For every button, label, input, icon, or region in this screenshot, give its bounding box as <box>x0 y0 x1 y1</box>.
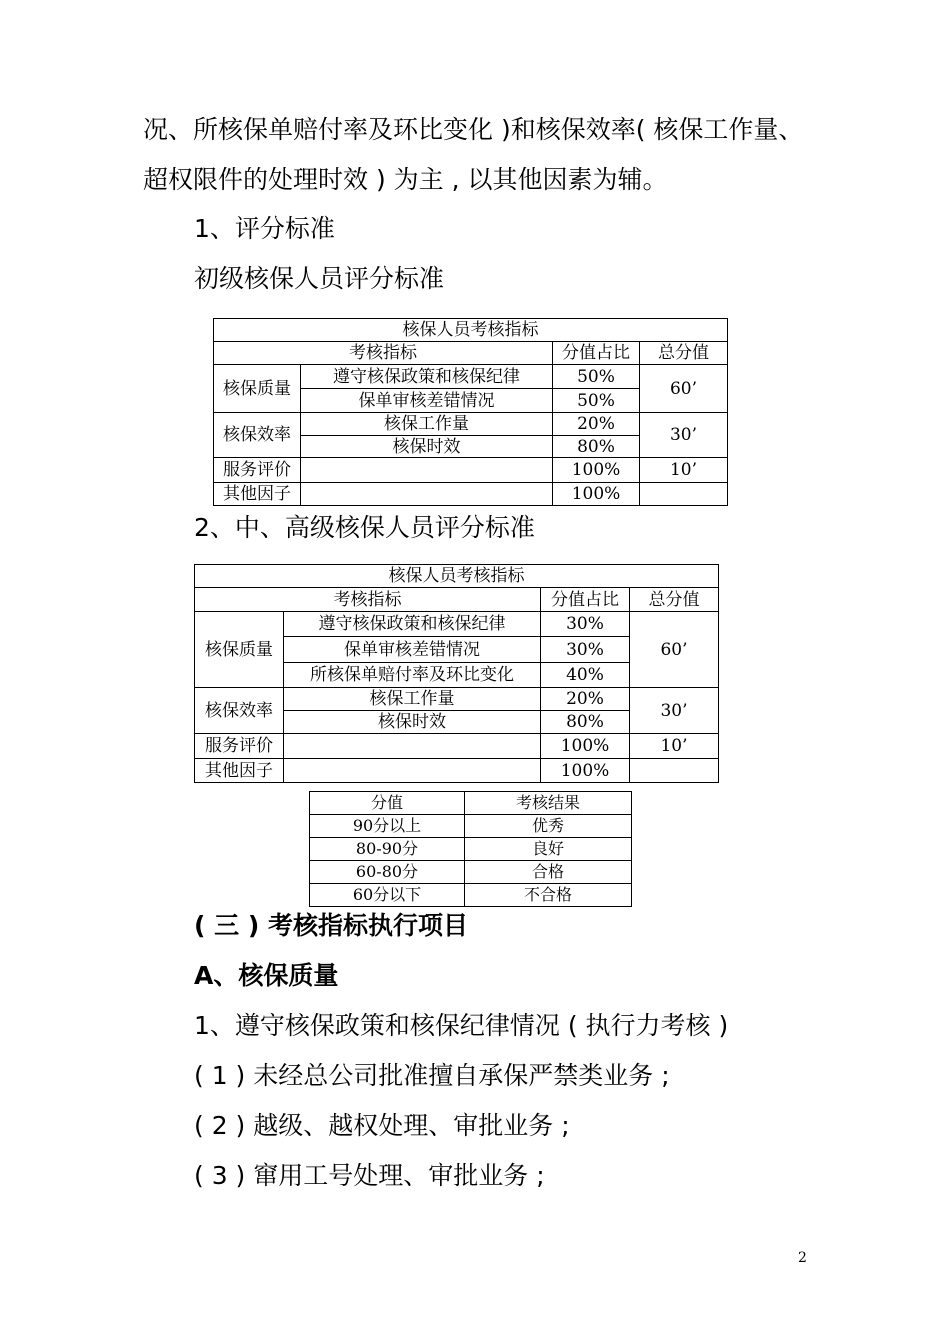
indicator-cell-empty <box>284 759 541 783</box>
score-range: 60分以下 <box>310 884 465 907</box>
total-cell: 30’ <box>630 688 719 734</box>
point-3: ( 3 ) 窜用工号处理、审批业务 ; <box>194 1161 545 1190</box>
item-1-heading: 1、遵守核保政策和核保纪律情况 ( 执行力考核 ) <box>194 1011 729 1040</box>
header-weight: 分值占比 <box>541 588 630 612</box>
weight-cell: 50% <box>553 365 640 389</box>
indicator-cell: 保单审核差错情况 <box>301 389 553 413</box>
table-title: 核保人员考核指标 <box>214 319 728 342</box>
weight-cell: 20% <box>541 688 630 711</box>
total-cell: 60’ <box>640 365 728 413</box>
table-title: 核保人员考核指标 <box>195 565 719 588</box>
weight-cell: 30% <box>541 612 630 637</box>
indicator-cell-empty <box>301 483 553 506</box>
page-number: 2 <box>798 1250 807 1266</box>
indicator-cell: 所核保单赔付率及环比变化 <box>284 663 541 688</box>
score-range: 60-80分 <box>310 861 465 884</box>
category-other: 其他因子 <box>195 759 284 783</box>
header-indicator: 考核指标 <box>195 588 541 612</box>
total-cell: 30’ <box>640 413 728 458</box>
total-cell: 10’ <box>640 458 728 483</box>
category-efficiency: 核保效率 <box>195 688 284 734</box>
category-quality: 核保质量 <box>195 612 284 688</box>
indicator-cell: 核保时效 <box>301 436 553 458</box>
header-score: 分值 <box>310 792 465 815</box>
total-cell-empty <box>640 483 728 506</box>
weight-cell: 100% <box>553 458 640 483</box>
senior-assessment-table <box>194 564 719 783</box>
header-weight: 分值占比 <box>553 342 640 365</box>
score-result: 良好 <box>465 838 632 861</box>
intro-line-2: 超权限件的处理时效 ) 为主 , 以其他因素为辅。 <box>143 165 668 194</box>
indicator-cell: 核保时效 <box>284 711 541 734</box>
weight-cell: 100% <box>553 483 640 506</box>
section-2-heading: 2、中、高级核保人员评分标准 <box>194 513 535 542</box>
sub-heading-a <box>194 960 338 992</box>
weight-cell: 30% <box>541 637 630 663</box>
score-range: 90分以上 <box>310 815 465 838</box>
score-result: 优秀 <box>465 815 632 838</box>
weight-cell: 20% <box>553 413 640 436</box>
sub-heading-a-text: A、核保质量 <box>194 961 339 990</box>
weight-cell: 100% <box>541 759 630 783</box>
indicator-cell: 核保工作量 <box>301 413 553 436</box>
indicator-cell: 保单审核差错情况 <box>284 637 541 663</box>
point-1: ( 1 ) 未经总公司批准擅自承保严禁类业务 ; <box>194 1061 670 1090</box>
weight-cell: 50% <box>553 389 640 413</box>
header-indicator: 考核指标 <box>214 342 553 365</box>
category-quality: 核保质量 <box>214 365 301 413</box>
category-service: 服务评价 <box>195 734 284 759</box>
indicator-cell: 遵守核保政策和核保纪律 <box>284 612 541 637</box>
weight-cell: 100% <box>541 734 630 759</box>
point-2: ( 2 ) 越级、越权处理、审批业务 ; <box>194 1111 570 1140</box>
section-1-heading: 1、评分标准 <box>194 214 335 243</box>
category-service: 服务评价 <box>214 458 301 483</box>
category-other: 其他因子 <box>214 483 301 506</box>
weight-cell: 40% <box>541 663 630 688</box>
score-result: 合格 <box>465 861 632 884</box>
junior-assessment-table <box>213 318 728 506</box>
weight-cell: 80% <box>553 436 640 458</box>
total-cell: 60’ <box>630 612 719 688</box>
header-total: 总分值 <box>640 342 728 365</box>
score-result-table <box>309 791 632 907</box>
total-cell: 10’ <box>630 734 719 759</box>
indicator-cell: 遵守核保政策和核保纪律 <box>301 365 553 389</box>
indicator-cell-empty <box>284 734 541 759</box>
header-result: 考核结果 <box>465 792 632 815</box>
score-range: 80-90分 <box>310 838 465 861</box>
score-result: 不合格 <box>465 884 632 907</box>
weight-cell: 80% <box>541 711 630 734</box>
section-3-heading: ( 三 ) 考核指标执行项目 <box>194 911 468 940</box>
indicator-cell: 核保工作量 <box>284 688 541 711</box>
header-total: 总分值 <box>630 588 719 612</box>
indicator-cell-empty <box>301 458 553 483</box>
category-efficiency: 核保效率 <box>214 413 301 458</box>
intro-line-1: 况、所核保单赔付率及环比变化 )和核保效率( 核保工作量、 <box>143 115 804 144</box>
total-cell-empty <box>630 759 719 783</box>
junior-standard-heading: 初级核保人员评分标准 <box>194 264 445 293</box>
